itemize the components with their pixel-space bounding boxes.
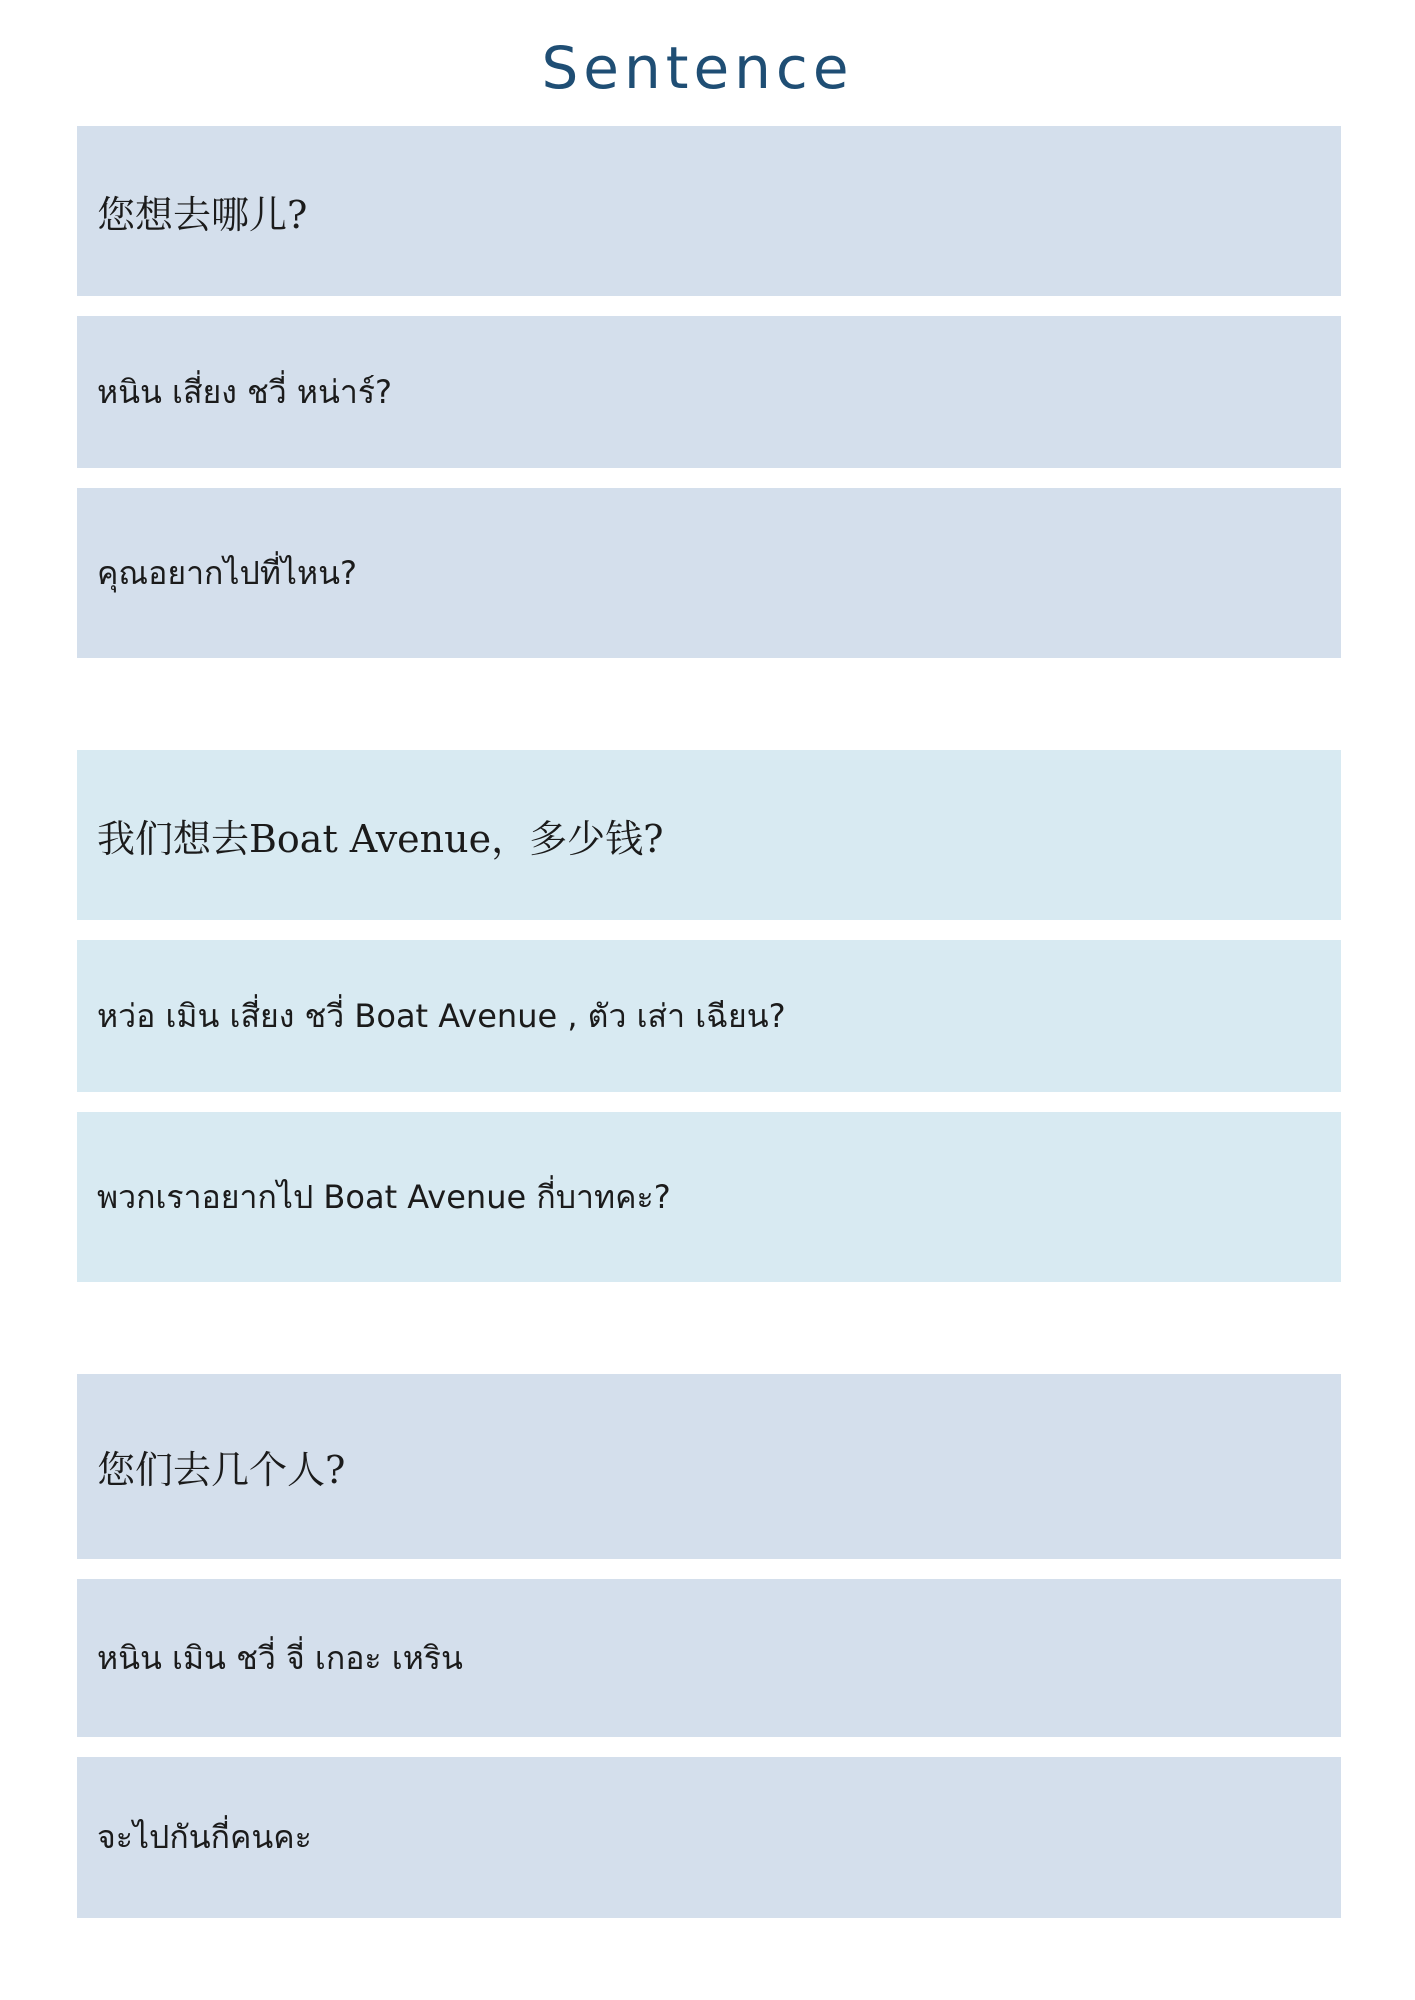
sentence-text: หว่อ เมิน เสี่ยง ชวี่ Boat Avenue , ตัว เส่า เฉียน? xyxy=(97,996,786,1035)
sentence-text: คุณอยากไปที่ไหน? xyxy=(97,553,357,592)
sentence-card-thai xyxy=(77,1112,1341,1282)
sentence-text: หนิน เมิน ชวี่ จี่ เกอะ เหริน xyxy=(97,1638,463,1677)
sentence-card-pronunciation xyxy=(77,1579,1341,1737)
sentence-text: 您想去哪儿? xyxy=(97,192,308,237)
sentence-card-chinese xyxy=(77,126,1341,296)
sentence-card-chinese xyxy=(77,750,1341,920)
sentence-text: พวกเราอยากไป Boat Avenue กี่บาทคะ? xyxy=(97,1177,671,1216)
sentence-text: 您们去几个人? xyxy=(97,1448,346,1492)
sentence-text: หนิน เสี่ยง ชวี่ หน่าร์? xyxy=(97,372,392,411)
sentence-card-pronunciation xyxy=(77,316,1341,468)
sentence-card-chinese xyxy=(77,1374,1341,1559)
sentence-card-thai xyxy=(77,1757,1341,1918)
page-title: Sentence xyxy=(541,34,854,102)
sentence-text: 我们想去Boat Avenue，多少钱? xyxy=(97,816,664,861)
sentence-text: จะไปกันกี่คนคะ xyxy=(97,1818,312,1856)
sentence-card-pronunciation xyxy=(77,940,1341,1092)
sentence-card-thai xyxy=(77,488,1341,658)
